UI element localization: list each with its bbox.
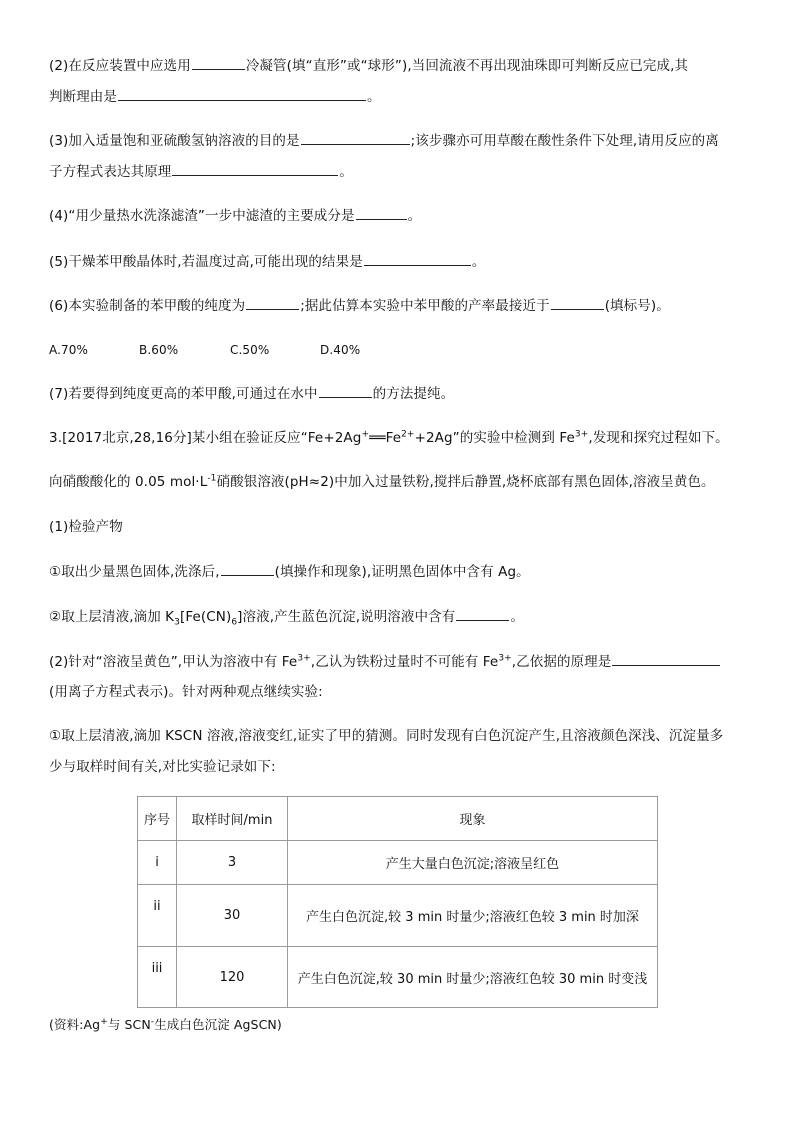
q3-heading (49, 428, 729, 448)
text: +2Ag”的实验中检测到 Fe (414, 430, 575, 446)
table-cell: 产生大量白色沉淀;溶液呈红色 (288, 841, 658, 885)
table-cell: ii (138, 885, 177, 947)
superscript: - (150, 1016, 155, 1027)
q2-part2-line1 (49, 55, 688, 76)
subscript: 3 (174, 617, 180, 628)
text: 3.[2017北京,28,16分]某小组在验证反应“Fe+2Ag (49, 430, 362, 446)
text: (6)本实验制备的苯甲酸的纯度为 (49, 298, 246, 314)
text: 向硝酸酸化的 0.05 mol·L (49, 474, 208, 490)
answer-blank[interactable] (356, 205, 407, 220)
superscript: + (361, 429, 370, 440)
option-d[interactable]: D.40% (320, 343, 361, 357)
text: 。 (510, 609, 524, 625)
superscript: 2+ (401, 429, 415, 440)
answer-blank[interactable] (221, 561, 274, 576)
text: (填标号)。 (604, 298, 670, 314)
q3-section1-item2 (49, 606, 524, 627)
q2-part2-line2 (49, 86, 381, 107)
text: 冷凝管(填“直形”或“球形”),当回流液不再出现油珠即可判断反应已完成,其 (245, 58, 689, 74)
answer-blank[interactable] (192, 55, 245, 70)
text: 判断理由是 (49, 89, 117, 105)
text: ;该步骤亦可用草酸在酸性条件下处理,请用反应的离 (410, 133, 719, 149)
table-cell: 3 (177, 841, 288, 885)
text: ①取出少量黑色固体,洗涤后, (49, 564, 220, 580)
table-row (138, 841, 658, 885)
superscript: 3+ (297, 653, 311, 664)
text: ①取上层清液,滴加 KSCN 溶液,溶液变红,证实了甲的猜测。同时发现有白色沉淀产生,且溶液颜色深浅、沉淀量多 (49, 728, 724, 744)
q3-intro (49, 472, 715, 492)
text: (5)干燥苯甲酸晶体时,若温度过高,可能出现的结果是 (49, 254, 363, 270)
table-header: 现象 (288, 797, 658, 841)
superscript: + (100, 1016, 108, 1027)
text: 生成白色沉淀 AgSCN) (154, 1017, 282, 1032)
table-row (138, 885, 658, 947)
answer-blank[interactable] (364, 251, 471, 266)
text: (4)“用少量热水洗涤滤渣”一步中滤渣的主要成分是 (49, 208, 355, 224)
table-cell: 产生白色沉淀,较 30 min 时量少;溶液红色较 30 min 时变浅 (288, 947, 658, 1008)
q2-part3-line2 (49, 161, 353, 182)
q2-options (49, 340, 360, 360)
text: 与 SCN (107, 1017, 151, 1032)
superscript: 3+ (574, 429, 589, 440)
text: ,乙依据的原理是 (511, 654, 612, 670)
q3-section1-item1 (49, 561, 530, 582)
answer-blank[interactable] (301, 130, 410, 145)
table-header-row (138, 797, 658, 841)
q2-part4 (49, 205, 421, 226)
option-b[interactable]: B.60% (139, 343, 179, 357)
text: (1)检验产物 (49, 519, 123, 535)
text: ;据此估算本实验中苯甲酸的产率最接近于 (300, 298, 550, 314)
q3-note (49, 1015, 282, 1035)
table-cell: 产生白色沉淀,较 3 min 时量少;溶液红色较 3 min 时加深 (288, 885, 658, 947)
q3-section2-line2 (49, 682, 323, 702)
superscript: -1 (207, 473, 217, 484)
text: (资料:Ag (49, 1017, 101, 1032)
text: 。 (471, 254, 486, 270)
table-header: 取样时间/min (177, 797, 288, 841)
text: (3)加入适量饱和亚硫酸氢钠溶液的目的是 (49, 133, 300, 149)
text: 子方程式表达其原理 (49, 164, 172, 180)
text: 。 (339, 164, 354, 180)
answer-blank[interactable] (118, 86, 366, 101)
q2-part7 (49, 383, 454, 404)
text: 。 (367, 89, 381, 105)
q2-part5 (49, 251, 485, 272)
text: 的方法提纯。 (372, 386, 455, 402)
text: ]溶液,产生蓝色沉淀,说明溶液中含有 (237, 609, 456, 625)
option-a[interactable]: A.70% (49, 343, 88, 357)
text: 。 (407, 208, 422, 224)
answer-blank[interactable] (172, 161, 338, 176)
subscript: 6 (231, 617, 238, 628)
q3-section1-title (49, 517, 123, 537)
text: (填操作和现象),证明黑色固体中含有 Ag。 (274, 564, 530, 580)
q3-section2-item1-line2 (49, 757, 276, 777)
text: (用离子方程式表示)。针对两种观点继续实验: (49, 684, 323, 700)
text: (7)若要得到纯度更高的苯甲酸,可通过在水中 (49, 386, 318, 402)
answer-blank[interactable] (319, 383, 372, 398)
q3-section2-line1 (49, 651, 721, 672)
answer-blank[interactable] (612, 651, 720, 666)
text: (2)针对“溶液呈黄色”,甲认为溶液中有 Fe (49, 654, 298, 670)
q2-part3-line1 (49, 130, 719, 151)
text: ,乙认为铁粉过量时不可能有 Fe (310, 654, 499, 670)
table-cell: 30 (177, 885, 288, 947)
option-c[interactable]: C.50% (230, 343, 270, 357)
text: (2)在反应装置中应选用 (49, 58, 191, 74)
answer-blank[interactable] (551, 295, 604, 310)
text: [Fe(CN) (179, 609, 232, 625)
table-cell: i (138, 841, 177, 885)
observation-table (137, 796, 658, 1008)
q3-section2-item1-line1 (49, 726, 723, 746)
q2-part6 (49, 295, 670, 316)
text: 硝酸银溶液(pH≈2)中加入过量铁粉,搅拌后静置,烧杯底部有黑色固体,溶液呈黄色。 (216, 474, 715, 490)
text: ══Fe (369, 430, 402, 446)
text: ②取上层清液,滴加 K (49, 609, 175, 625)
table-cell: 120 (177, 947, 288, 1008)
text: ,发现和探究过程如下。 (588, 430, 729, 446)
text: 少与取样时间有关,对比实验记录如下: (49, 759, 276, 775)
answer-blank[interactable] (246, 295, 299, 310)
table-row (138, 947, 658, 1008)
answer-blank[interactable] (456, 606, 509, 621)
table-header: 序号 (138, 797, 177, 841)
superscript: 3+ (498, 653, 512, 664)
table-cell: iii (138, 947, 177, 1008)
